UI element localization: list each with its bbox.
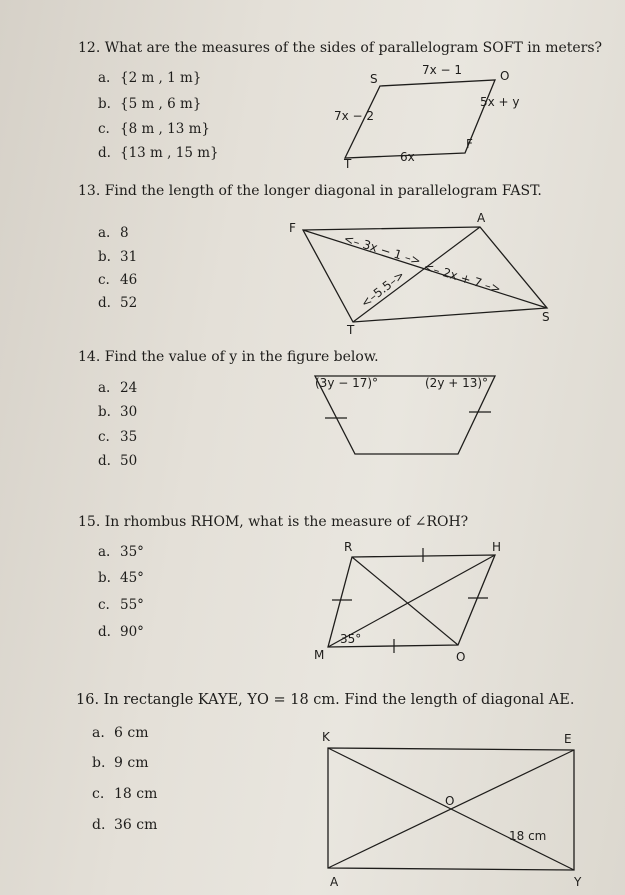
- vertex-e-label: E: [564, 732, 572, 746]
- question-16-prompt: 16. In rectangle KAYE, YO = 18 cm. Find the length of diagonal AE.: [76, 692, 575, 708]
- question-16-option-c[interactable]: [92, 786, 157, 802]
- vertex-k-label: K: [322, 730, 330, 744]
- question-14-prompt: 14. Find the value of y in the figure below.: [78, 349, 379, 365]
- option-letter: b.: [92, 755, 106, 771]
- question-16-option-b[interactable]: [92, 755, 148, 771]
- option-text: 35: [120, 429, 138, 445]
- question-15-option-a[interactable]: [98, 544, 144, 560]
- option-letter: d.: [98, 295, 111, 311]
- option-text: 90°: [120, 624, 144, 640]
- vertex-o-label: O: [445, 794, 455, 808]
- option-letter: b.: [98, 570, 111, 586]
- option-text: 35°: [120, 544, 144, 560]
- option-text: 52: [120, 295, 138, 311]
- rhombus-rhom-figure: [310, 535, 515, 665]
- vertex-a-label: A: [477, 211, 486, 225]
- option-letter: a.: [98, 544, 111, 560]
- question-14-option-b[interactable]: [98, 404, 137, 420]
- vertex-h-label: H: [492, 540, 502, 554]
- question-15-prompt: 15. In rhombus RHOM, what is the measure of ∠ROH?: [78, 514, 469, 530]
- question-15-option-d[interactable]: [98, 624, 144, 640]
- vertex-f-label: F: [466, 137, 473, 151]
- option-letter: c.: [92, 786, 105, 802]
- option-text: {5 m , 6 m}: [120, 96, 202, 112]
- option-letter: c.: [98, 272, 110, 288]
- option-letter: a.: [98, 70, 111, 86]
- parallelogram-fast-figure: [285, 210, 565, 345]
- diagonal-ae: [328, 750, 574, 868]
- rectangle-kaye-figure: [312, 728, 590, 890]
- option-letter: b.: [98, 249, 111, 265]
- question-15-option-c[interactable]: [98, 597, 144, 613]
- vertex-t-label: T: [344, 157, 352, 168]
- option-letter: a.: [98, 380, 111, 396]
- vertex-m-label: M: [314, 648, 325, 662]
- vertex-s-label: S: [370, 72, 378, 86]
- question-12-option-d[interactable]: [98, 145, 219, 161]
- option-text: 36 cm: [114, 817, 158, 833]
- segment-yo-label: 18 cm: [509, 829, 547, 843]
- vertex-t-label: T: [347, 323, 355, 337]
- option-text: 9 cm: [114, 755, 149, 771]
- option-letter: d.: [98, 624, 111, 640]
- question-12-prompt: 12. What are the measures of the sides of parallelogram SOFT in meters?: [78, 40, 603, 56]
- side-st-label: 7x − 2: [334, 109, 375, 123]
- segment-3x-minus-1-label: <– 3x − 1 –>: [342, 231, 423, 269]
- question-16-option-a[interactable]: [92, 725, 148, 741]
- question-13-option-d[interactable]: [98, 295, 137, 311]
- question-16-option-d[interactable]: [92, 817, 157, 833]
- question-13-prompt: 13. Find the length of the longer diagonal in parallelogram FAST.: [78, 183, 542, 199]
- option-letter: d.: [98, 145, 111, 161]
- option-text: 6 cm: [114, 725, 149, 741]
- option-text: {8 m , 13 m}: [120, 121, 211, 137]
- question-13-option-b[interactable]: [98, 249, 137, 265]
- option-text: 8: [120, 225, 129, 241]
- angle-2y-plus-13-label: (2y + 13)°: [425, 376, 489, 390]
- angle-3y-minus-17-label: (3y − 17)°: [315, 376, 379, 390]
- option-letter: c.: [98, 429, 110, 445]
- segment-5-5-label: <–5.5–>: [358, 267, 408, 311]
- option-text: 50: [120, 453, 138, 469]
- option-text: 30: [120, 404, 138, 420]
- side-tf-label: 6x: [400, 150, 415, 164]
- parallelogram-soft-figure: [320, 58, 530, 168]
- question-12-option-c[interactable]: [98, 121, 210, 137]
- option-text: 45°: [120, 570, 144, 586]
- vertex-f-label: F: [289, 221, 296, 235]
- option-letter: c.: [98, 121, 110, 137]
- option-text: 31: [120, 249, 138, 265]
- option-text: {2 m , 1 m}: [120, 70, 202, 86]
- vertex-a-label: A: [330, 875, 339, 889]
- option-text: {13 m , 15 m}: [120, 145, 219, 161]
- option-letter: b.: [98, 404, 111, 420]
- diagonal-ro: [352, 557, 458, 645]
- option-letter: d.: [98, 453, 111, 469]
- option-letter: a.: [98, 225, 111, 241]
- option-text: 46: [120, 272, 138, 288]
- side-of-label: 5x + y: [480, 95, 520, 109]
- option-text: 18 cm: [114, 786, 158, 802]
- option-letter: c.: [98, 597, 110, 613]
- vertex-o-label: O: [500, 69, 510, 83]
- question-14-option-d[interactable]: [98, 453, 137, 469]
- vertex-o-label: O: [456, 650, 466, 664]
- question-12-option-b[interactable]: [98, 96, 201, 112]
- option-text: 55°: [120, 597, 144, 613]
- parallelogram-angle-figure: [305, 370, 505, 462]
- option-letter: a.: [92, 725, 105, 741]
- option-letter: d.: [92, 817, 106, 833]
- question-13-option-a[interactable]: [98, 225, 129, 241]
- segment-2x-plus-7-label: <– 2x + 7 –>: [422, 259, 503, 297]
- option-text: 24: [120, 380, 138, 396]
- question-15-option-b[interactable]: [98, 570, 144, 586]
- vertex-r-label: R: [344, 540, 353, 554]
- question-14-option-c[interactable]: [98, 429, 137, 445]
- vertex-y-label: Y: [574, 875, 582, 889]
- side-so-label: 7x − 1: [422, 63, 463, 77]
- vertex-s-label: S: [542, 310, 550, 324]
- angle-35-label: 35°: [340, 632, 362, 646]
- option-letter: b.: [98, 96, 111, 112]
- question-14-option-a[interactable]: [98, 380, 137, 396]
- question-12-option-a[interactable]: [98, 70, 201, 86]
- question-13-option-c[interactable]: [98, 272, 137, 288]
